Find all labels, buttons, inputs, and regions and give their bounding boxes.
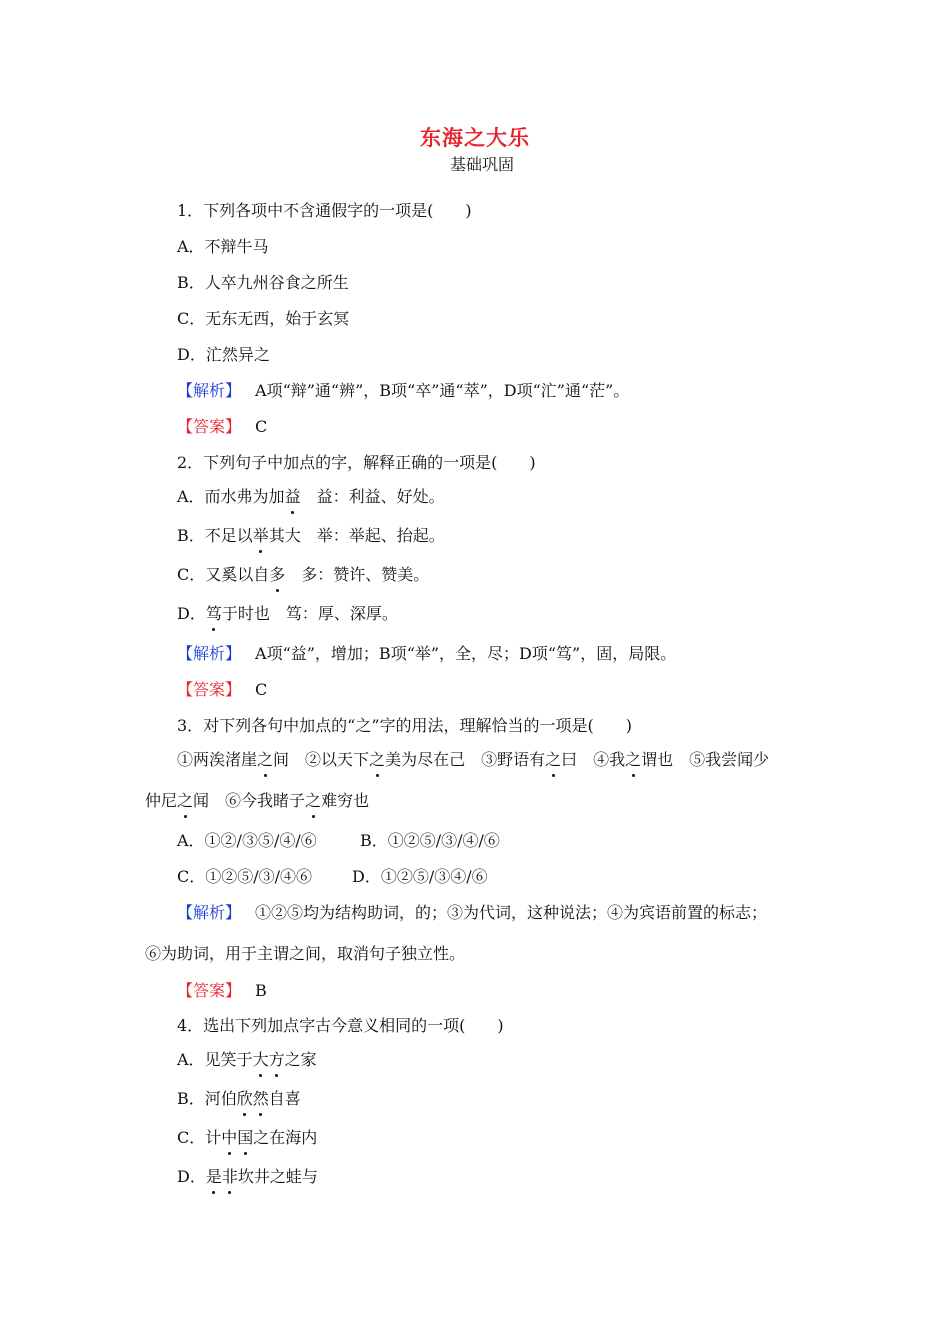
q3-stem: 3．对下列各句中加点的“之”字的用法，理解恰当的一项是( ) xyxy=(177,716,633,735)
text: 难穷也 xyxy=(321,791,370,810)
text: 之家 xyxy=(284,1050,317,1069)
q2-option-b xyxy=(177,525,445,547)
q1-answer-value: C xyxy=(255,417,268,436)
text: 曰 ④我 xyxy=(561,750,626,769)
answer-label: 【答案】 xyxy=(177,981,242,1000)
q1-stem: 1．下列各项中不含通假字的一项是( ) xyxy=(177,201,472,220)
dotted-char: 国 xyxy=(237,1128,254,1147)
text: 闻 ⑥今我睹子 xyxy=(193,791,306,810)
q3-analysis-text-2: ⑥为助词，用于主谓之间，取消句子独立性。 xyxy=(145,944,466,963)
q1-option-c: C．无东无西，始于玄冥 xyxy=(177,309,350,328)
q2-stem: 2．下列句子中加点的字，解释正确的一项是( ) xyxy=(177,453,536,472)
text: D． xyxy=(177,1167,206,1186)
text: A．见笑于 xyxy=(177,1050,253,1069)
q3-option-c: C．①②⑤/③/④⑥ xyxy=(177,867,313,886)
q3-answer-value: B xyxy=(255,981,267,1000)
q4-option-a xyxy=(177,1049,317,1071)
q3-sentences-line2 xyxy=(145,790,369,812)
text: 益：利益、好处。 xyxy=(300,487,445,506)
q1-answer xyxy=(177,416,267,438)
text: 自喜 xyxy=(268,1089,301,1108)
q3-analysis xyxy=(177,902,767,924)
q3-option-b: B．①②⑤/③/④/⑥ xyxy=(360,831,500,850)
text: 坎井之蛙与 xyxy=(237,1167,318,1186)
q4-option-d xyxy=(177,1166,318,1188)
q2-analysis-text: A项“益”，增加；B项“举”，全，尽；D项“笃”，固，局限。 xyxy=(255,644,677,663)
dotted-char: 之 xyxy=(305,791,322,810)
q1-analysis xyxy=(177,380,629,402)
dotted-char: 举 xyxy=(252,526,269,545)
dotted-char: 多 xyxy=(269,565,286,584)
q2-option-c xyxy=(177,564,429,586)
dotted-char: 之 xyxy=(369,750,386,769)
dotted-char: 方 xyxy=(268,1050,285,1069)
dotted-char: 之 xyxy=(177,791,194,810)
text: B．不足以 xyxy=(177,526,253,545)
text: 谓也 ⑤我尝闻少 xyxy=(641,750,770,769)
dotted-char: 益 xyxy=(284,487,301,506)
dotted-char: 之 xyxy=(625,750,642,769)
q4-stem: 4．选出下列加点字古今意义相同的一项( ) xyxy=(177,1016,504,1035)
page-title: 东海之大乐 xyxy=(420,125,530,150)
analysis-label: 【解析】 xyxy=(177,903,242,922)
q3-answer xyxy=(177,980,267,1002)
q3-analysis-text-1: ①②⑤均为结构助词，的；③为代词，这种说法；④为宾语前置的标志； xyxy=(255,903,768,922)
q2-option-a xyxy=(177,486,445,508)
dotted-char: 非 xyxy=(221,1167,238,1186)
dotted-char: 之 xyxy=(545,750,562,769)
dotted-char: 大 xyxy=(252,1050,269,1069)
text: B．河伯 xyxy=(177,1089,237,1108)
dotted-char: 欣 xyxy=(236,1089,253,1108)
q1-option-d: D．汒然异之 xyxy=(177,345,270,364)
text: D． xyxy=(177,604,206,623)
text: ①两涘渚崖 xyxy=(177,750,258,769)
text: C．又奚以自 xyxy=(177,565,270,584)
q4-option-c xyxy=(177,1127,317,1149)
analysis-label: 【解析】 xyxy=(177,381,242,400)
text: C．计 xyxy=(177,1128,222,1147)
section-subtitle: 基础巩固 xyxy=(449,155,514,174)
dotted-char: 中 xyxy=(221,1128,238,1147)
analysis-label: 【解析】 xyxy=(177,644,242,663)
q1-option-b: B．人卒九州谷食之所生 xyxy=(177,273,349,292)
dotted-char: 然 xyxy=(252,1089,269,1108)
q2-answer-value: C xyxy=(255,680,268,699)
text: 之在海内 xyxy=(253,1128,318,1147)
text: 其大 举：举起、抬起。 xyxy=(268,526,445,545)
answer-label: 【答案】 xyxy=(177,680,242,699)
q3-option-a: A．①②/③⑤/④/⑥ xyxy=(177,831,317,850)
dotted-char: 是 xyxy=(205,1167,222,1186)
q2-answer xyxy=(177,679,267,701)
text: 仲尼 xyxy=(145,791,178,810)
answer-label: 【答案】 xyxy=(177,417,242,436)
text: 于时也 笃：厚、深厚。 xyxy=(221,604,398,623)
q2-analysis xyxy=(177,643,676,665)
q1-option-a: A．不辩牛马 xyxy=(177,237,269,256)
q3-sentences-line1 xyxy=(177,749,769,771)
text: 多：赞许、赞美。 xyxy=(285,565,430,584)
dotted-char: 笃 xyxy=(205,604,222,623)
dotted-char: 之 xyxy=(257,750,274,769)
q2-option-d xyxy=(177,603,398,625)
text: 美为尽在己 ③野语有 xyxy=(385,750,546,769)
q3-option-d: D．①②⑤/③④/⑥ xyxy=(352,867,488,886)
q4-option-b xyxy=(177,1088,301,1110)
text: 间 ②以天下 xyxy=(273,750,370,769)
text: A．而水弗为加 xyxy=(177,487,285,506)
q1-analysis-text: A项“辩”通“辨”，B项“卒”通“萃”，D项“汒”通“茫”。 xyxy=(255,381,630,400)
